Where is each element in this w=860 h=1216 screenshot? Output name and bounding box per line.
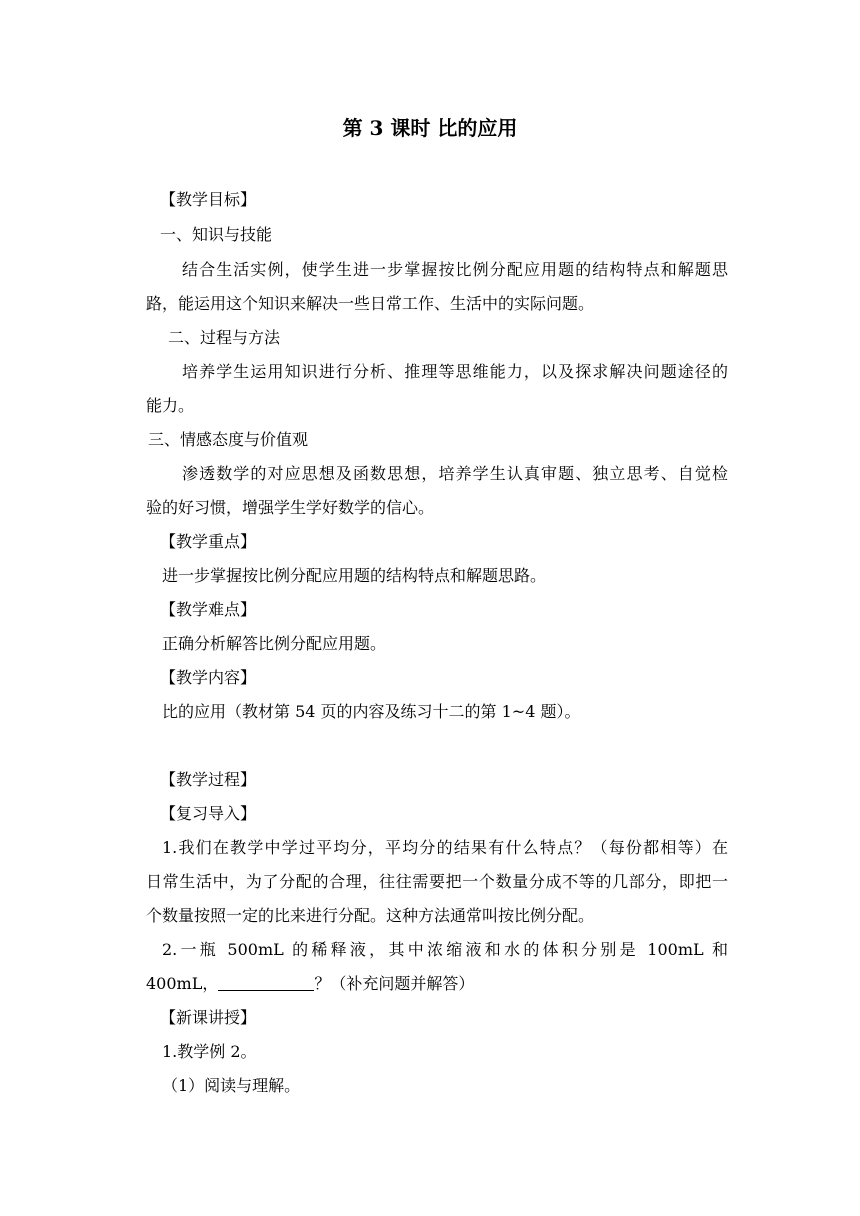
emotion-paragraph-line-1: 渗透数学的对应思想及函数思想，培养学生认真审题、独立思考、自觉检 [182, 464, 728, 483]
page-title: 第 3 课时 比的应用 [342, 116, 518, 140]
review-item-2-prefix: 400mL， [146, 974, 219, 993]
review-item-1-line-2: 日常生活中，为了分配的合理，往往需要把一个数量分成不等的几部分，即把一 [146, 872, 728, 891]
content-heading: 【教学内容】 [160, 668, 257, 687]
review-item-1-line-1: 1.我们在教学中学过平均分，平均分的结果有什么特点？（每份都相等）在 [162, 838, 728, 857]
review-item-2-line-2 [146, 974, 474, 994]
new-lesson-heading: 【新课讲授】 [160, 1008, 257, 1027]
key-point-text: 进一步掌握按比例分配应用题的结构特点和解题思路。 [162, 566, 547, 585]
emotion-paragraph-line-2: 验的好习惯，增强学生学好数学的信心。 [146, 498, 435, 517]
review-item-2-line-1: 2.一瓶 500mL 的稀释液，其中浓缩液和水的体积分别是 100mL 和 [162, 940, 728, 959]
review-heading: 【复习导入】 [160, 804, 257, 823]
key-point-heading: 【教学重点】 [160, 532, 257, 551]
process-paragraph-line-1: 培养学生运用知识进行分析、推理等思维能力，以及探求解决问题途径的 [182, 362, 728, 381]
knowledge-paragraph-line-1: 结合生活实例，使学生进一步掌握按比例分配应用题的结构特点和解题思 [182, 260, 728, 279]
difficulty-heading: 【教学难点】 [160, 600, 257, 619]
difficulty-text: 正确分析解答比例分配应用题。 [162, 634, 387, 653]
process-method-heading: 二、过程与方法 [168, 328, 281, 347]
emotion-heading: 三、情感态度与价值观 [148, 430, 309, 449]
knowledge-paragraph-line-2: 路，能运用这个知识来解决一些日常工作、生活中的实际问题。 [146, 294, 595, 313]
review-item-1-line-3: 个数量按照一定的比来进行分配。这种方法通常叫按比例分配。 [146, 906, 595, 925]
knowledge-heading: 一、知识与技能 [160, 225, 273, 244]
review-item-2-suffix: ？（补充问题并解答） [314, 974, 475, 993]
process-paragraph-line-2: 能力。 [146, 396, 195, 415]
content-text: 比的应用（教材第 54 页的内容及练习十二的第 1~4 题）。 [162, 702, 581, 721]
process-heading: 【教学过程】 [160, 770, 257, 789]
new-lesson-item-1-sub: （1）阅读与理解。 [162, 1076, 301, 1095]
objectives-heading: 【教学目标】 [160, 190, 257, 209]
fill-in-blank [218, 974, 314, 991]
new-lesson-item-1: 1.教学例 2。 [162, 1042, 257, 1061]
